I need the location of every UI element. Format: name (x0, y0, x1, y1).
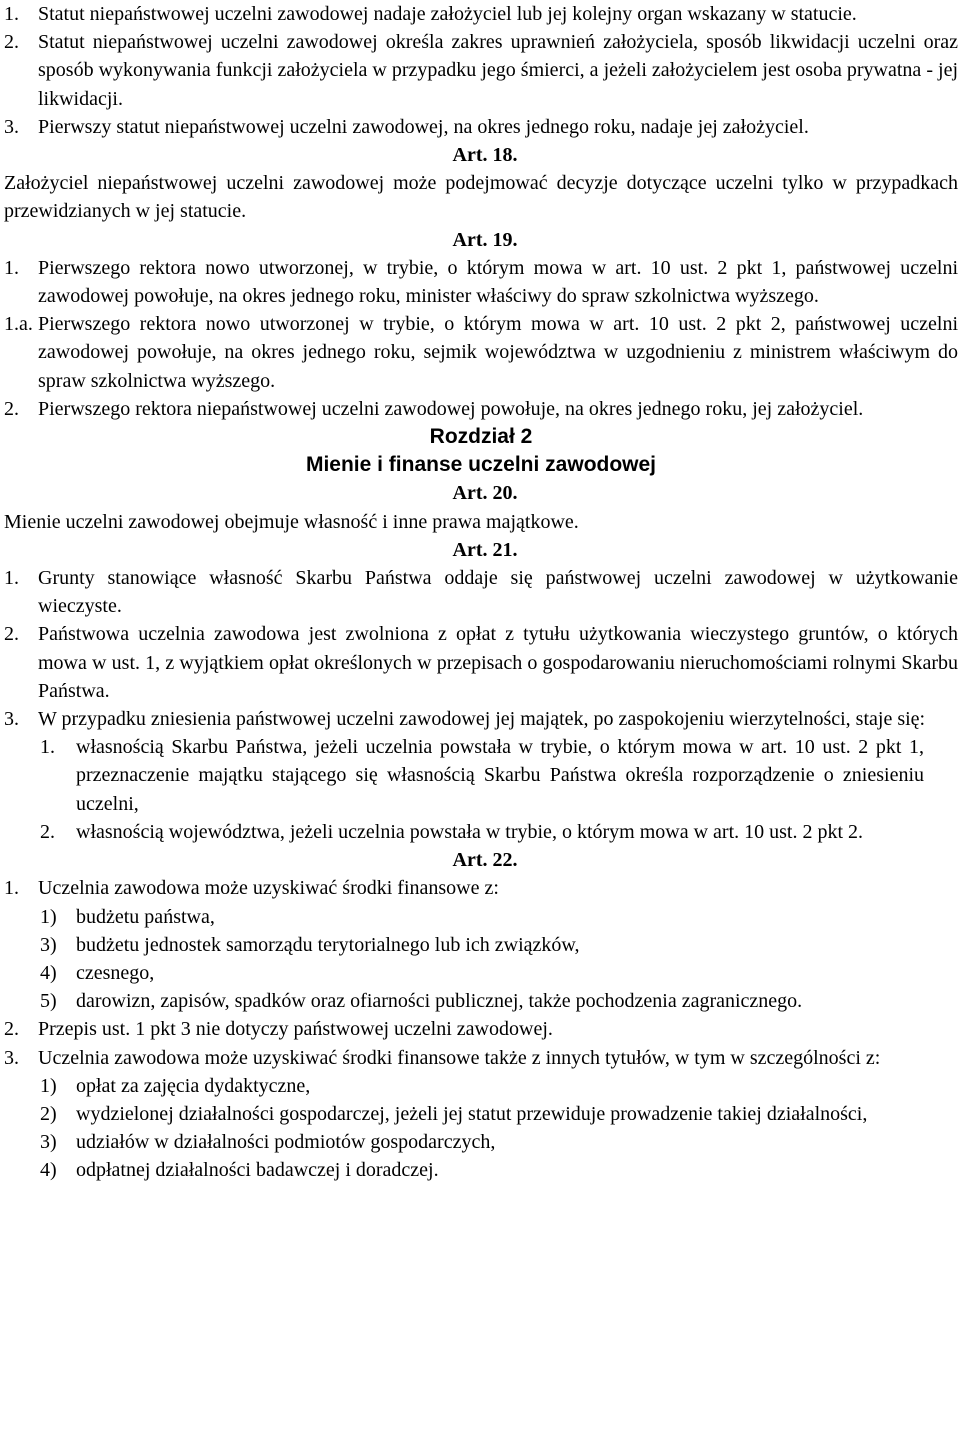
paragraph-number: 3. (4, 1046, 19, 1069)
paragraph-text: Uczelnia zawodowa może uzyskiwać środki finansowe z: (38, 877, 499, 900)
article-heading: Art. 19. (452, 228, 518, 251)
subitem-number: 1) (40, 905, 57, 928)
chapter-subtitle: Mienie i finanse uczelni zawodowej (305, 453, 657, 477)
paragraph-text: Statut niepaństwowej uczelni zawodowej określa zakres uprawnień założyciela, sposób likwidacji uczelni oraz sposób wykonywania funkcji założyciela w przypadku jego śmierci, a jeżeli założycielem jest osoba prywatna - jej likwidacji. (38, 31, 958, 110)
article-heading: Art. 21. (452, 538, 518, 561)
subitem-number: 2. (40, 820, 55, 843)
paragraph-number: 2. (4, 623, 19, 646)
article-21-item-3 (4, 705, 958, 733)
paragraph-text: Przepis ust. 1 pkt 3 nie dotyczy państwowej uczelni zawodowej. (38, 1018, 553, 1041)
article-text: Założyciel niepaństwowej uczelni zawodowej może podejmować decyzje dotyczące uczelni tylko w przypadkach przewidzianych w jej statucie. (4, 172, 958, 223)
subitem-text: budżetu jednostek samorządu terytorialnego lub ich związków, (76, 933, 580, 956)
subitem-number: 3) (40, 1131, 57, 1154)
subitem-number: 5) (40, 990, 57, 1013)
paragraph-text: Grunty stanowiące własność Skarbu Państwa oddaje się państwowej uczelni zawodowej w użytkowanie wieczyste. (38, 567, 958, 618)
paragraph-3 (4, 113, 958, 141)
article-heading: Art. 18. (452, 144, 518, 167)
subitem-number: 3) (40, 933, 57, 956)
paragraph-number: 2. (4, 31, 19, 54)
subitem-text: własnością województwa, jeżeli uczelnia powstała w trybie, o którym mowa w art. 10 ust. 2 pkt 2. (76, 820, 864, 843)
article-19-item-1 (4, 254, 958, 310)
article-22-list-3-item (40, 1072, 958, 1100)
article-heading: Art. 20. (452, 482, 518, 505)
article-21-item-1 (4, 564, 958, 620)
paragraph-text: Pierwszego rektora nowo utworzonej, w trybie, o którym mowa w art. 10 ust. 2 pkt 1, państwowej uczelni zawodowej powołuje, na okres jednego roku, minister właściwy do spraw szkolnictwa wyższego. (38, 256, 958, 308)
subitem-text: opłat za zajęcia dydaktyczne, (76, 1074, 311, 1097)
paragraph-number: 3. (4, 115, 19, 138)
paragraph-number: 1. (4, 3, 19, 25)
paragraph-number: 1.a. (4, 313, 33, 336)
article-19-item-1a (4, 310, 958, 395)
article-22-item-2 (4, 1015, 958, 1043)
paragraph-number: 1. (4, 256, 19, 279)
subitem-number: 2) (40, 1102, 57, 1125)
paragraph-number: 2. (4, 1018, 19, 1041)
subitem-text: budżetu państwa, (76, 905, 215, 928)
paragraph-number: 1. (4, 567, 19, 590)
subitem-text: czesnego, (76, 961, 155, 984)
paragraph-text: Pierwszego rektora niepaństwowej uczelni zawodowej powołuje, na okres jednego roku, jej założyciel. (38, 397, 864, 420)
document-page (4, 0, 958, 1185)
paragraph-text: Uczelnia zawodowa może uzyskiwać środki finansowe także z innych tytułów, w tym w szczególności z: (38, 1046, 881, 1069)
subitem-number: 1. (40, 736, 55, 759)
paragraph-text: Państwowa uczelnia zawodowa jest zwolniona z opłat z tytułu użytkowania wieczystego gruntów, o których mowa w ust. 1, z wyjątkiem opłat określonych w przepisach o gospodarowaniu nieruchomościami rolnymi Skarbu Państwa. (38, 623, 958, 702)
article-22-list-3-item (40, 1128, 958, 1156)
paragraph-1 (4, 0, 958, 28)
article-text: Mienie uczelni zawodowej obejmuje własność i inne prawa majątkowe. (4, 510, 579, 533)
article-22-list-3-item (40, 1156, 958, 1184)
subitem-text: własnością Skarbu Państwa, jeżeli uczelnia powstała w trybie, o którym mowa w art. 10 ust. 2 pkt 1, przeznaczenie majątku stającego się własnością Skarbu Państwa określa rozporządzenie o zniesieniu uczelni, (76, 736, 924, 815)
paragraph-text: Statut niepaństwowej uczelni zawodowej nadaje założyciel lub jej kolejny organ wskazany w statucie. (38, 3, 857, 25)
subitem-number: 1) (40, 1074, 57, 1097)
article-22-item-3 (4, 1044, 958, 1072)
paragraph-2 (4, 28, 958, 113)
subitem-text: wydzielonej działalności gospodarczej, jeżeli jej statut przewiduje prowadzenie takiej działalności, (76, 1102, 868, 1125)
article-22-list-1-item (40, 931, 958, 959)
article-21-subitem-1 (40, 733, 958, 818)
article-22-list-3-item (40, 1100, 958, 1128)
article-22-list-1-item (40, 903, 958, 931)
article-21-subitem-2 (40, 818, 958, 846)
paragraph-text: Pierwszy statut niepaństwowej uczelni zawodowej, na okres jednego roku, nadaje jej założyciel. (38, 115, 809, 138)
article-22-list-1-item (40, 987, 958, 1015)
paragraph-number: 2. (4, 397, 19, 420)
paragraph-number: 1. (4, 877, 19, 900)
subitem-text: odpłatnej działalności badawczej i doradczej. (76, 1159, 439, 1182)
article-22-item-1 (4, 874, 958, 902)
paragraph-text: W przypadku zniesienia państwowej uczelni zawodowej jej majątek, po zaspokojeniu wierzytelności, staje się: (38, 708, 926, 731)
subitem-number: 4) (40, 961, 57, 984)
chapter-title: Rozdział 2 (429, 425, 533, 449)
article-22-list-1-item (40, 959, 958, 987)
subitem-number: 4) (40, 1159, 57, 1182)
paragraph-text: Pierwszego rektora nowo utworzonej w trybie, o którym mowa w art. 10 ust. 2 pkt 2, państwowej uczelni zawodowej powołuje, na okres jednego roku, sejmik województwa w uzgodnieniu z ministrem właściwym do spraw szkolnictwa wyższego. (38, 313, 958, 392)
article-19-item-2 (4, 395, 958, 423)
article-21-item-2 (4, 620, 958, 705)
article-heading: Art. 22. (452, 849, 518, 872)
subitem-text: darowizn, zapisów, spadków oraz ofiarności publicznej, także pochodzenia zagranicznego. (76, 990, 803, 1013)
subitem-text: udziałów w działalności podmiotów gospodarczych, (76, 1131, 496, 1154)
paragraph-number: 3. (4, 708, 19, 731)
